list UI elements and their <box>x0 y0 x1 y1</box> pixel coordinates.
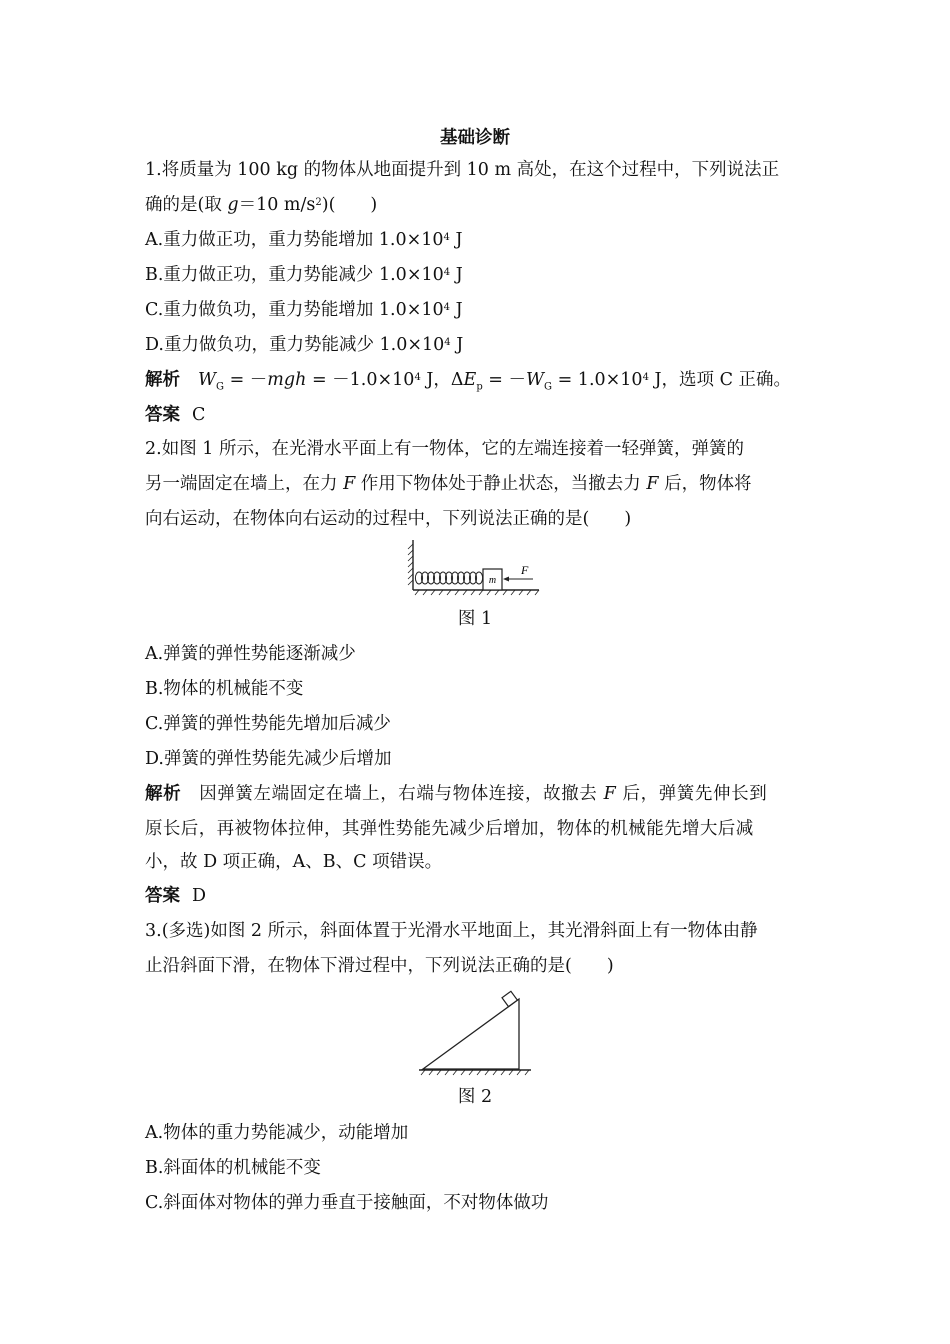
spring <box>415 572 482 584</box>
mass-label: m <box>488 575 497 586</box>
ground-hatch <box>415 590 539 595</box>
q1-option-a: A.重力做正功，重力势能增加 $1.0\times 10^4$ J <box>145 230 463 250</box>
q1-option-d: D.重力做负功，重力势能减少 $1.0\times 10^4$ J <box>145 335 464 355</box>
q2-analysis-line2: 原长后，再被物体拉伸，其弹性势能先减少后增加，物体的机械能先增大后减 <box>145 819 754 839</box>
q2-option-d: D.弹簧的弹性势能先减少后增加 <box>145 749 392 769</box>
q3-stem-line2: 止沿斜面下滑，在物体下滑过程中，下列说法正确的是( ) <box>145 956 614 976</box>
q2-stem-line3: 向右运动，在物体向右运动的过程中，下列说法正确的是( ) <box>145 509 632 529</box>
incline-wedge <box>423 999 519 1069</box>
analysis-label: 解析 <box>145 370 180 390</box>
q1-stem-line2: 确的是(取 g＝10 $m/s^2$)( ) <box>145 195 378 215</box>
analysis-label: 解析 <box>145 784 182 804</box>
q1-stem-line1: 1.将质量为 100 kg 的物体从地面提升到 10 m 高处，在这个过程中，下列说法正 <box>145 160 780 180</box>
figure-1-spring-diagram <box>405 538 545 596</box>
ground-hatch <box>421 1070 529 1075</box>
q2-option-c: C.弹簧的弹性势能先增加后减少 <box>145 714 391 734</box>
answer-label: 答案 <box>145 886 180 906</box>
q2-option-b: B.物体的机械能不变 <box>145 679 304 699</box>
q3-option-b: B.斜面体的机械能不变 <box>145 1158 321 1178</box>
q3-option-a: A.物体的重力势能减少，动能增加 <box>145 1123 409 1143</box>
q3-stem-line1: 3.(多选)如图 2 所示，斜面体置于光滑水平地面上，其光滑斜面上有一物体由静 <box>145 921 758 941</box>
q1-analysis: 解析 $W_G = -mgh = -1.0\times 10^4$ J，$\Delta E_p = -W_G = 1.0\times 10^4$ J，选项 C 正确。 <box>145 370 792 393</box>
sliding-block <box>502 991 517 1006</box>
q2-analysis-line3: 小，故 D 项正确，A、B、C 项错误。 <box>145 852 443 872</box>
figure-2-incline-diagram <box>415 985 535 1080</box>
q1-option-b: B.重力做正功，重力势能减少 $1.0\times 10^4$ J <box>145 265 463 285</box>
force-arrow-head <box>503 577 509 582</box>
figure-1-caption: 图 1 <box>457 609 493 629</box>
force-label: F <box>521 563 529 577</box>
section-title: 基础诊断 <box>440 128 510 148</box>
q2-stem-line2: 另一端固定在墙上，在力 F 作用下物体处于静止状态，当撤去力 F 后，物体将 <box>145 474 752 494</box>
q1-answer: 答案 C <box>145 405 206 425</box>
q2-analysis-line1: 解析 因弹簧左端固定在墙上，右端与物体连接，故撤去 F 后，弹簧先伸长到 <box>145 784 768 804</box>
q2-stem-line1: 2.如图 1 所示，在光滑水平面上有一物体，它的左端连接着一轻弹簧，弹簧的 <box>145 439 744 459</box>
figure-2-caption: 图 2 <box>457 1087 493 1107</box>
q1-option-c: C.重力做负功，重力势能增加 $1.0\times 10^4$ J <box>145 300 463 320</box>
q2-option-a: A.弹簧的弹性势能逐渐减少 <box>145 644 356 664</box>
wall-hatch <box>408 544 413 585</box>
answer-label: 答案 <box>145 405 180 425</box>
q3-option-c: C.斜面体对物体的弹力垂直于接触面，不对物体做功 <box>145 1193 549 1213</box>
q2-answer: 答案 D <box>145 886 207 906</box>
